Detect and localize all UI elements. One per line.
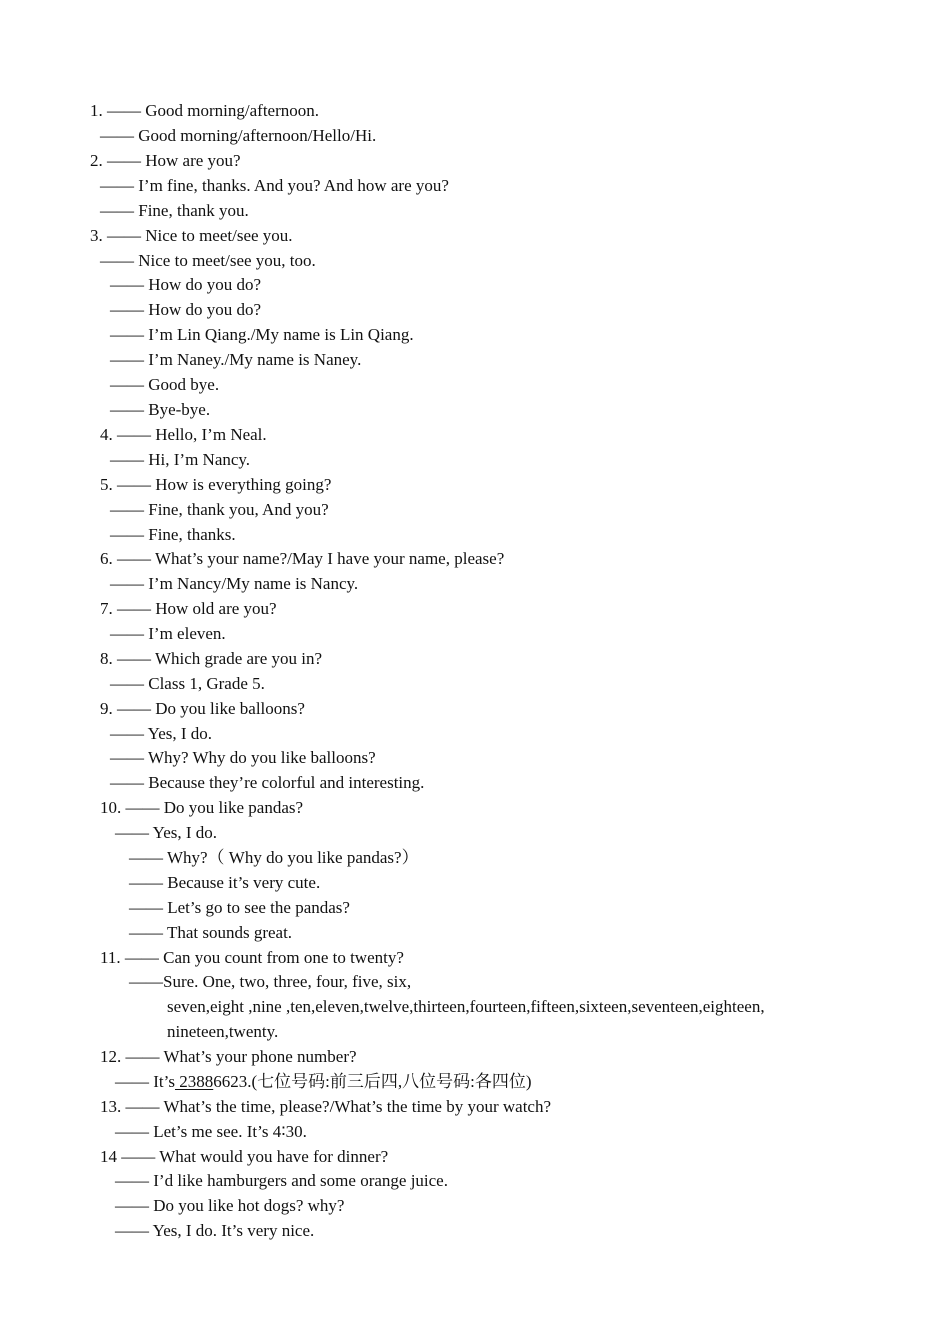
dialogue-line-30: —— Yes, I do. [115, 823, 218, 842]
dialogue-line-40 [115, 1072, 532, 1092]
dialogue-line-2: —— Good morning/afternoon/Hello/Hi. [100, 126, 377, 145]
dialogue-line-11: —— I’m Naney./My name is Naney. [110, 350, 362, 369]
dialogue-line-24: —— Class 1, Grade 5. [110, 674, 265, 693]
dialogue-line-37: seven,eight ,nine ,ten,eleven,twelve,thirteen,fourteen,fifteen,sixteen,seventeen,eighteen, [167, 997, 765, 1016]
dialogue-line-39: 12. —— What’s your phone number? [100, 1047, 357, 1066]
phone-line-prefix: —— It’s [115, 1072, 175, 1091]
dialogue-line-5: —— Fine, thank you. [100, 201, 249, 220]
dialogue-line-34: —— That sounds great. [129, 923, 293, 942]
dialogue-line-8: —— How do you do? [110, 275, 262, 294]
dialogue-line-33: —— Let’s go to see the pandas? [129, 898, 350, 917]
dialogue-line-3: 2. —— How are you? [90, 151, 241, 170]
dialogue-line-15: —— Hi, I’m Nancy. [110, 450, 251, 469]
dialogue-line-42: —— Let’s me see. It’s 4∶30. [115, 1122, 307, 1141]
dialogue-line-20: —— I’m Nancy/My name is Nancy. [110, 574, 359, 593]
dialogue-line-7: —— Nice to meet/see you, too. [100, 251, 316, 270]
dialogue-line-10: —— I’m Lin Qiang./My name is Lin Qiang. [110, 325, 414, 344]
dialogue-line-19: 6. —— What’s your name?/May I have your name, please? [100, 549, 505, 568]
dialogue-line-22: —— I’m eleven. [110, 624, 226, 643]
dialogue-line-44: —— I’d like hamburgers and some orange juice. [115, 1171, 448, 1190]
dialogue-line-16: 5. —— How is everything going? [100, 475, 332, 494]
dialogue-line-28: —— Because they’re colorful and interesting. [110, 773, 425, 792]
dialogue-line-9: —— How do you do? [110, 300, 262, 319]
dialogue-line-12: —— Good bye. [110, 375, 220, 394]
dialogue-line-4: —— I’m fine, thanks. And you? And how are you? [100, 176, 449, 195]
dialogue-line-46: —— Yes, I do. It’s very nice. [115, 1221, 315, 1240]
dialogue-line-1: 1. —— Good morning/afternoon. [90, 101, 319, 120]
dialogue-line-38: nineteen,twenty. [167, 1022, 279, 1041]
dialogue-line-43: 14 —— What would you have for dinner? [100, 1147, 389, 1166]
dialogue-line-25: 9. —— Do you like balloons? [100, 699, 305, 718]
dialogue-line-23: 8. —— Which grade are you in? [100, 649, 323, 668]
phone-underlined-digits: 2388 [174, 1072, 214, 1091]
dialogue-line-13: —— Bye-bye. [110, 400, 211, 419]
phone-line-suffix: 6623.(七位号码:前三后四,八位号码:各四位) [213, 1072, 532, 1091]
dialogue-line-29: 10. —— Do you like pandas? [100, 798, 304, 817]
dialogue-line-32: —— Because it’s very cute. [129, 873, 321, 892]
dialogue-line-26: —— Yes, I do. [110, 724, 213, 743]
dialogue-line-41: 13. —— What’s the time, please?/What’s the time by your watch? [100, 1097, 552, 1116]
dialogue-line-17: —— Fine, thank you, And you? [110, 500, 329, 519]
dialogue-line-21: 7. —— How old are you? [100, 599, 277, 618]
dialogue-line-27: —— Why? Why do you like balloons? [110, 748, 376, 767]
dialogue-line-18: —— Fine, thanks. [110, 525, 236, 544]
dialogue-line-14: 4. —— Hello, I’m Neal. [100, 425, 267, 444]
dialogue-line-45: —— Do you like hot dogs? why? [115, 1196, 345, 1215]
dialogue-line-36: ——Sure. One, two, three, four, five, six, [129, 972, 412, 991]
dialogue-line-6: 3. —— Nice to meet/see you. [90, 226, 293, 245]
dialogue-line-31: —— Why?（ Why do you like pandas?） [129, 848, 419, 867]
dialogue-line-35: 11. —— Can you count from one to twenty? [100, 948, 404, 967]
